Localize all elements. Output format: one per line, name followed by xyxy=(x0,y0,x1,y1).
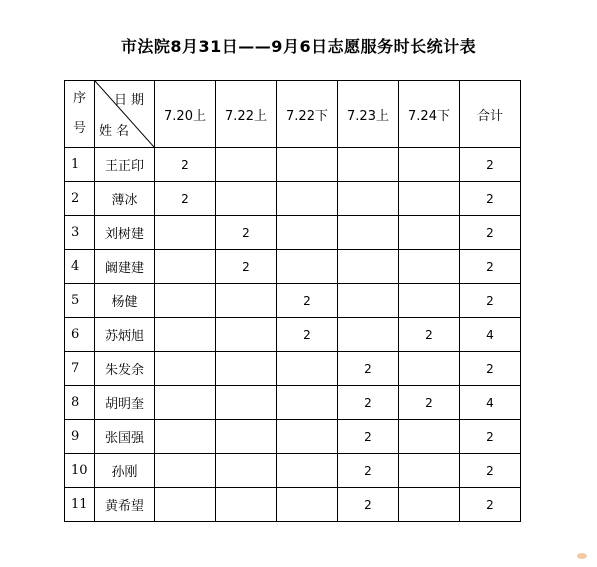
table-row xyxy=(65,488,521,522)
table-row xyxy=(65,250,521,284)
hours-cell xyxy=(216,386,277,420)
hours-cell xyxy=(399,148,460,182)
table-row xyxy=(65,284,521,318)
hours-cell xyxy=(399,454,460,488)
row-total-cell: 2 xyxy=(460,454,521,488)
hours-cell xyxy=(277,488,338,522)
table-row xyxy=(65,216,521,250)
table-row xyxy=(65,420,521,454)
hours-cell xyxy=(399,352,460,386)
hours-cell xyxy=(155,386,216,420)
row-seq-cell: 10 xyxy=(65,454,95,488)
hours-cell xyxy=(216,352,277,386)
row-name-cell: 朱发余 xyxy=(95,352,155,386)
hours-cell xyxy=(277,454,338,488)
hours-cell xyxy=(277,420,338,454)
hours-cell xyxy=(155,250,216,284)
hours-cell: 2 xyxy=(338,420,399,454)
hours-cell xyxy=(155,216,216,250)
hours-cell xyxy=(216,182,277,216)
hours-cell: 2 xyxy=(216,250,277,284)
hours-cell xyxy=(399,216,460,250)
hours-cell xyxy=(277,182,338,216)
hours-cell xyxy=(216,148,277,182)
row-total-cell: 2 xyxy=(460,148,521,182)
row-seq-cell: 4 xyxy=(65,250,95,284)
hours-cell xyxy=(216,454,277,488)
hours-cell: 2 xyxy=(277,284,338,318)
hours-cell xyxy=(399,250,460,284)
hours-cell xyxy=(277,386,338,420)
hours-cell xyxy=(155,420,216,454)
hours-cell xyxy=(338,284,399,318)
hours-cell xyxy=(155,454,216,488)
hours-cell xyxy=(216,318,277,352)
page-title: 市法院8月31日——9月6日志愿服务时长统计表 xyxy=(120,37,477,56)
row-name-cell: 孙刚 xyxy=(95,454,155,488)
row-total-cell: 2 xyxy=(460,216,521,250)
hours-cell xyxy=(216,420,277,454)
row-total-cell: 2 xyxy=(460,284,521,318)
hours-cell xyxy=(399,420,460,454)
date-column-header: 7.22下 xyxy=(277,81,338,148)
date-header-label: 日期 xyxy=(113,93,148,108)
table-row xyxy=(65,454,521,488)
seq-header xyxy=(65,81,95,148)
row-seq-cell: 8 xyxy=(65,386,95,420)
hours-cell xyxy=(155,488,216,522)
row-total-cell: 2 xyxy=(460,250,521,284)
row-seq-cell: 11 xyxy=(65,488,95,522)
row-total-cell: 4 xyxy=(460,318,521,352)
hours-cell xyxy=(338,250,399,284)
row-total-cell: 4 xyxy=(460,386,521,420)
hours-cell xyxy=(338,318,399,352)
hours-cell xyxy=(338,148,399,182)
hours-cell xyxy=(155,284,216,318)
hours-cell xyxy=(338,182,399,216)
row-total-cell: 2 xyxy=(460,352,521,386)
hours-cell xyxy=(155,352,216,386)
date-column-header: 7.23上 xyxy=(338,81,399,148)
hours-cell xyxy=(155,318,216,352)
row-total-cell: 2 xyxy=(460,420,521,454)
row-name-cell: 黄希望 xyxy=(95,488,155,522)
seq-header-line2: 号 xyxy=(72,121,86,136)
table-row xyxy=(65,182,521,216)
row-name-cell: 薄冰 xyxy=(95,182,155,216)
hours-cell: 2 xyxy=(216,216,277,250)
table-row xyxy=(65,386,521,420)
diagonal-header-cell xyxy=(95,81,155,148)
row-seq-cell: 7 xyxy=(65,352,95,386)
row-seq-cell: 2 xyxy=(65,182,95,216)
hours-cell: 2 xyxy=(338,386,399,420)
table-row xyxy=(65,318,521,352)
date-column-header: 7.24下 xyxy=(399,81,460,148)
row-total-cell: 2 xyxy=(460,182,521,216)
table-row xyxy=(65,352,521,386)
row-name-cell: 王正印 xyxy=(95,148,155,182)
row-name-cell: 刘树建 xyxy=(95,216,155,250)
total-column-header: 合计 xyxy=(460,81,521,148)
hours-cell: 2 xyxy=(155,182,216,216)
hours-cell xyxy=(399,488,460,522)
hours-cell: 2 xyxy=(277,318,338,352)
hours-cell xyxy=(216,284,277,318)
table-row xyxy=(65,148,521,182)
row-name-cell: 阚建建 xyxy=(95,250,155,284)
hours-cell xyxy=(216,488,277,522)
decorative-mark xyxy=(577,553,587,559)
row-name-cell: 张国强 xyxy=(95,420,155,454)
hours-cell xyxy=(399,182,460,216)
hours-cell: 2 xyxy=(338,454,399,488)
hours-cell xyxy=(338,216,399,250)
hours-cell: 2 xyxy=(399,318,460,352)
row-seq-cell: 1 xyxy=(65,148,95,182)
row-name-cell: 杨健 xyxy=(95,284,155,318)
row-total-cell: 2 xyxy=(460,488,521,522)
hours-cell: 2 xyxy=(399,386,460,420)
row-seq-cell: 3 xyxy=(65,216,95,250)
row-seq-cell: 9 xyxy=(65,420,95,454)
hours-cell xyxy=(277,148,338,182)
header-row xyxy=(65,81,521,148)
seq-header-line1: 序 xyxy=(72,91,86,106)
row-name-cell: 苏炳旭 xyxy=(95,318,155,352)
name-header-label: 姓名 xyxy=(99,124,134,139)
date-column-header: 7.22上 xyxy=(216,81,277,148)
hours-cell: 2 xyxy=(338,488,399,522)
row-seq-cell: 6 xyxy=(65,318,95,352)
row-seq-cell: 5 xyxy=(65,284,95,318)
hours-cell xyxy=(277,250,338,284)
hours-cell: 2 xyxy=(155,148,216,182)
hours-cell xyxy=(399,284,460,318)
hours-cell xyxy=(277,352,338,386)
volunteer-hours-table xyxy=(64,80,521,522)
hours-cell: 2 xyxy=(338,352,399,386)
row-name-cell: 胡明奎 xyxy=(95,386,155,420)
date-column-header: 7.20上 xyxy=(155,81,216,148)
hours-cell xyxy=(277,216,338,250)
